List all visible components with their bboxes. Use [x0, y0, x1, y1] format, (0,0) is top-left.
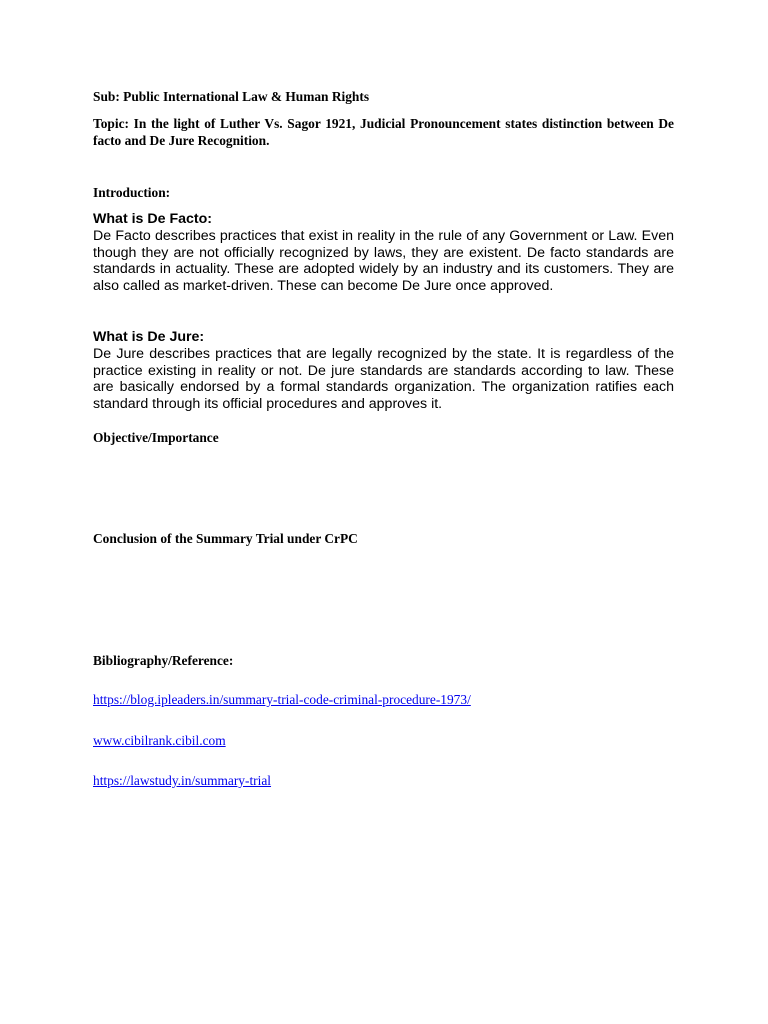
reference-link-lawstudy[interactable]: https://lawstudy.in/summary-trial: [93, 773, 272, 788]
bibliography-heading: Bibliography/Reference:: [93, 653, 234, 668]
reference-link-ipleaders[interactable]: https://blog.ipleaders.in/summary-trial-code-criminal-procedure-1973/: [93, 692, 471, 707]
de-jure-section: [93, 329, 674, 412]
objective-heading: Objective/Importance: [93, 430, 219, 445]
de-jure-heading: What is De Jure:: [93, 329, 205, 345]
de-facto-section: [93, 211, 674, 294]
subject-line: Sub: Public International Law & Human Rights: [93, 89, 370, 104]
reference-link-cibilrank[interactable]: www.cibilrank.cibil.com: [93, 733, 226, 748]
de-facto-body: De Facto describes practices that exist in reality in the rule of any Government or Law. Even though they are not officially recognized by laws, they are existent. De facto standards are standards in actuality. These are adopted widely by an industry and its customers. They are also called as market-driven. These can become De Jure once approved.: [93, 228, 674, 294]
de-jure-body: De Jure describes practices that are legally recognized by the state. It is regardless of the practice existing in reality or not. De jure standards are standards according to law. These are basically endorsed by a formal standards organization. The organization ratifies each standard through its official procedures and approves it.: [93, 346, 674, 412]
topic-line: Topic: In the light of Luther Vs. Sagor 1921, Judicial Pronouncement states distinction between De facto and De Jure Recognition.: [93, 116, 674, 148]
conclusion-heading: Conclusion of the Summary Trial under CrPC: [93, 531, 358, 546]
de-facto-heading: What is De Facto:: [93, 211, 213, 227]
introduction-heading: Introduction:: [93, 185, 171, 200]
